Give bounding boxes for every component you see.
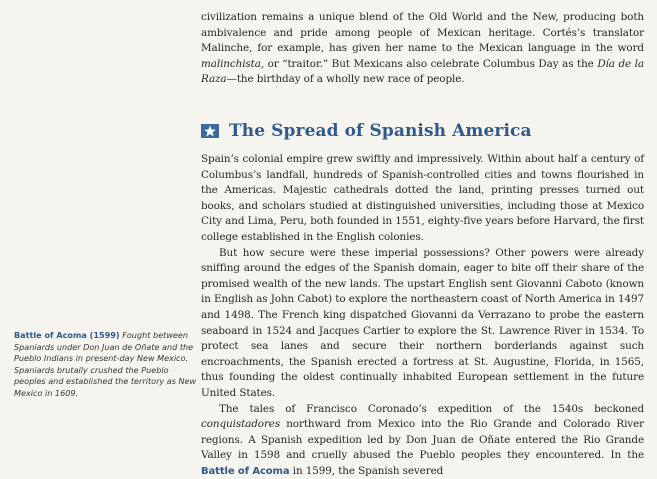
sidebar-term: Battle of Acoma (1599) — [14, 330, 120, 340]
p3-key-term-battle-of-acoma: Battle of Acoma — [201, 466, 290, 477]
main-text-block — [201, 152, 644, 479]
intro-paragraph-block — [201, 10, 644, 88]
p3-italic-conquistadores: conquistadores — [201, 418, 280, 430]
sidebar-description: Fought between Spaniards under Don Juan de Oñate and the Pueblo Indians in present-day New Mexico. Spaniards brutally crushed the Pueblo peoples and established the territory as New Mexico in 1609. — [14, 330, 196, 398]
p3-text-2: northward from Mexico into the Rio Grande and Colorado River regions. A Spanish expedition led by Don Juan de Oñate entered the Rio Grande Valley in 1598 and cruelly abused the Pueblo peoples they encountered. In the — [201, 418, 644, 461]
intro-text-1: civilization remains a unique blend of the Old World and the New, producing both ambivalence and pride among people of Mexican heritage. Cortés’s translator Malinche, for example, has given her name to the Mexican language in the word — [201, 11, 644, 54]
star-icon — [201, 124, 219, 138]
paragraph-3 — [201, 402, 644, 479]
sidebar-glossary-note — [14, 330, 197, 400]
paragraph-1: Spain’s colonial empire grew swiftly and impressively. Within about half a century of Columbus’s landfall, hundreds of Spanish-controlled cities and towns flourished in the Americas. Majestic cathedrals dotted the land, printing presses turned out books, and scholars studied at distinguished universities, including those at Mexico City and Lima, Peru, both founded in 1551, eighty-five years before Harvard, the first college established in the English colonies. — [201, 152, 644, 246]
intro-text-2: or “traitor.” But Mexicans also celebrate Columbus Day as the — [264, 58, 597, 70]
intro-text-3: —the birthday of a wholly new race of people. — [227, 73, 465, 85]
section-title: The Spread of Spanish America — [229, 121, 532, 141]
paragraph-2: But how secure were these imperial possessions? Other powers were already sniffing around the edges of the Spanish domain, eager to bite off their share of the promised wealth of the new lands. The upstart English sent Giovanni Caboto (known in English as John Cabot) to explore the northeastern coast of North America in 1497 and 1498. The French king dispatched Giovanni da Verrazano to probe the eastern seaboard in 1524 and Jacques Cartier to explore the St. Lawrence River in 1534. To protect sea lanes and secure their northern borderlands against such encroachments, the Spanish erected a fortress at St. Augustine, Florida, in 1565, thus founding the oldest continually inhabited European settlement in the future United States. — [201, 246, 644, 402]
p3-text-3: in 1599, the Spanish severed — [290, 465, 444, 477]
section-heading — [201, 121, 532, 141]
intro-italic-malinchista: malinchista, — [201, 58, 264, 70]
p3-text-1: The tales of Francisco Coronado’s expedition of the 1540s beckoned — [219, 403, 644, 415]
intro-italic-dia-de-la-raza: Día de la Raza — [201, 58, 644, 86]
intro-paragraph — [201, 10, 644, 88]
